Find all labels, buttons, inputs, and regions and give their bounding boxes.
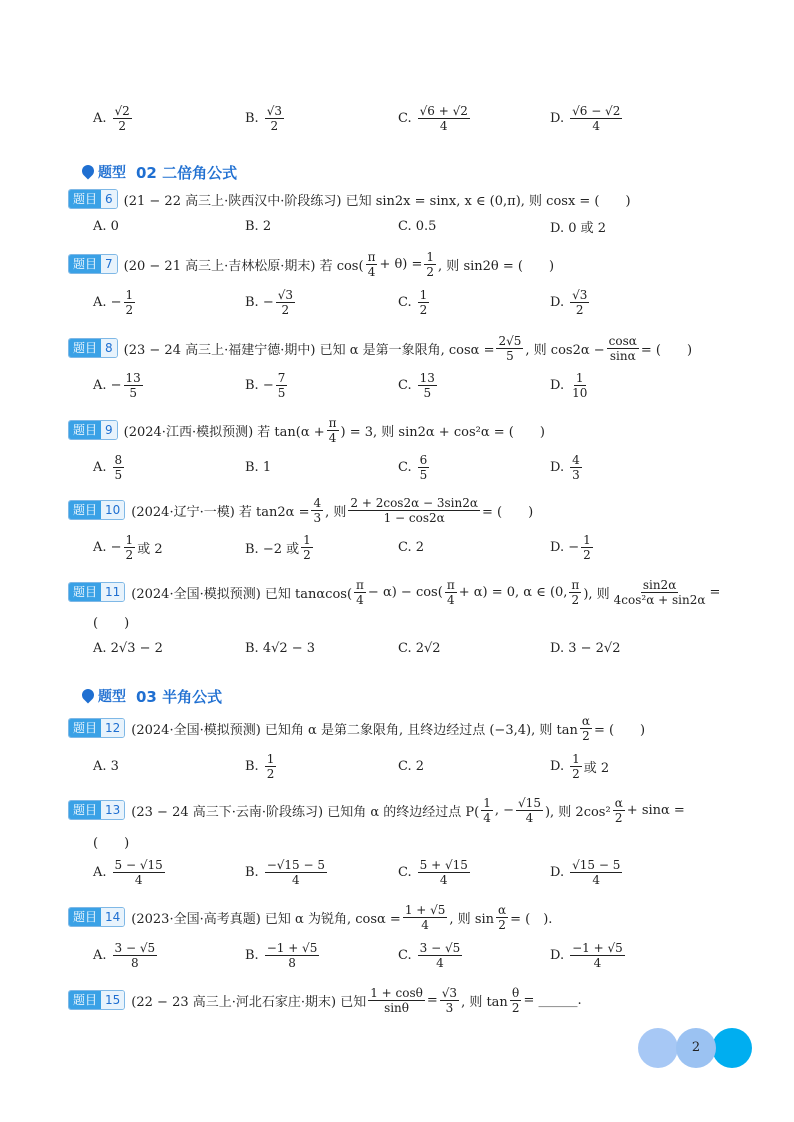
question-badge: 题目 14 (68, 907, 125, 927)
question-14: 题目 14 (2023·全国·高考真题) 已知 α 为锐角, cosα = $\frac{1 + √5}{4}$ , 则 sin $\frac{\alpha}{2}$ = ( ). (68, 905, 552, 929)
option-c: C. $\frac{3 - √5}{4}$ (398, 940, 461, 970)
answer-options-row (93, 628, 713, 668)
page-circle-decoration (712, 1028, 752, 1068)
option-c: C. $\frac{6}{5}$ (398, 452, 428, 482)
answer-options-row (93, 98, 713, 138)
location-pin-icon (82, 165, 94, 179)
option-c: C. $\frac{13}{5}$ (398, 370, 435, 400)
question-10: 题目 10 (2024·辽宁·一模) 若 tan2α = $\frac{4}{3}$ , 则 $\frac{2 + 2\cos 2\alpha - 3\sin 2\alpha}{1 - \cos 2\alpha}$ = ( ) (68, 498, 533, 522)
question-badge: 题目 7 (68, 254, 118, 274)
option-a: A. $\frac{5 - √15}{4}$ (93, 857, 163, 887)
answer-options-row (93, 852, 713, 892)
option-d: D. − $\frac{1}{2}$ (550, 532, 591, 562)
option-a: A. $\frac{8}{5}$ (93, 452, 123, 482)
question-badge: 题目 11 (68, 582, 125, 602)
option-a: A. 3 (93, 758, 119, 774)
page-number: 2 (691, 1040, 701, 1055)
option-b: B. 2 (245, 218, 272, 234)
option-b: B. −2 或 $\frac{1}{2}$ (245, 532, 311, 562)
question-15: 题目 15 (22 − 23 高三上·河北石家庄·期末) 已知 $\frac{1 + \cos\theta}{\sin\theta}$ = $\frac{√3}{3}$ , 则 tan $\frac{\theta}{2}$ = ______. (68, 988, 582, 1012)
option-d: D. $\frac{√15 - 5}{4}$ (550, 857, 621, 887)
option-a: A. − $\frac{1}{2}$ 或 2 (93, 532, 163, 562)
page-circle-decoration (638, 1028, 678, 1068)
question-badge: 题目 12 (68, 718, 125, 738)
question-badge: 题目 6 (68, 189, 118, 209)
question-badge: 题目 9 (68, 420, 118, 440)
question-badge: 题目 10 (68, 500, 125, 520)
section-header-03: 题型 03 半角公式 (82, 685, 222, 707)
option-a: A. − $\frac{1}{2}$ (93, 287, 134, 317)
question-9: 题目 9 (2024·江西·模拟预测) 若 tan(α + $\frac{\pi}{4}$ ) = 3, 则 sin2α + cos²α = ( ) (68, 418, 545, 442)
option-b: B. 1 (245, 459, 272, 475)
section-header-02: 题型 02 二倍角公式 (82, 161, 237, 183)
option-b: B. − $\frac{√3}{2}$ (245, 287, 293, 317)
question-7: 题目 7 (20 − 21 高三上·吉林松原·期末) 若 cos( $\frac{\pi}{4}$ + θ) = $\frac{1}{2}$ , 则 sin2θ = ( ) (68, 252, 554, 276)
question-continuation: ( ) (93, 616, 130, 631)
option-d: D. $\frac{1}{10}$ (550, 370, 588, 400)
question-badge: 题目 15 (68, 990, 125, 1010)
option-b: B. 4√2 − 3 (245, 640, 316, 656)
option-b: B. $\frac{-√15 - 5}{4}$ (245, 857, 325, 887)
option-b: B. − $\frac{7}{5}$ (245, 370, 286, 400)
answer-options-row (93, 365, 713, 405)
question-8: 题目 8 (23 − 24 高三上·福建宁德·期中) 已知 α 是第一象限角, cosα = $\frac{2√5}{5}$ , 则 cos2α − $\frac{\cos\alpha}{\sin\alpha}$ = ( ) (68, 336, 692, 360)
option-c: C. 2√2 (398, 640, 441, 656)
location-pin-icon (82, 689, 94, 703)
option-c: C. $\frac{1}{2}$ (398, 287, 428, 317)
option-d: D. $\frac{√6 - √2}{4}$ (550, 103, 621, 133)
option-a: A. $\frac{3 - √5}{8}$ (93, 940, 156, 970)
answer-options-row (93, 206, 713, 246)
option-c: C. $\frac{5 + √15}{4}$ (398, 857, 468, 887)
option-a: A. − $\frac{13}{5}$ (93, 370, 141, 400)
question-badge: 题目 8 (68, 338, 118, 358)
option-d: D. 0 或 2 (550, 220, 607, 236)
question-12: 题目 12 (2024·全国·模拟预测) 已知角 α 是第二象限角, 且终边经过点 (−3,4), 则 tan $\frac{\alpha}{2}$ = ( ) (68, 716, 645, 740)
option-a: A. $\frac{√2}{2}$ (93, 103, 130, 133)
option-b: B. $\frac{-1 + √5}{8}$ (245, 940, 318, 970)
option-c: C. 2 (398, 539, 425, 555)
question-badge: 题目 13 (68, 800, 125, 820)
option-d: D. $\frac{1}{2}$ 或 2 (550, 751, 610, 781)
option-c: C. 2 (398, 758, 425, 774)
answer-options-row (93, 746, 713, 786)
question-13: 题目 13 (23 − 24 高三下·云南·阶段练习) 已知角 α 的终边经过点 P( $\frac{1}{4}$ , − $\frac{√15}{4}$ ), 则 2cos² $\frac{\alpha}{2}$ + sinα = (68, 798, 685, 822)
option-d: D. $\frac{√3}{2}$ (550, 287, 588, 317)
answer-options-row (93, 935, 713, 975)
option-a: A. 0 (93, 218, 119, 234)
question-11: 题目 11 (2024·全国·模拟预测) 已知 tanαcos( $\frac{\pi}{4}$ − α) − cos( $\frac{\pi}{4}$ + α) = 0, α ∈ (0, $\frac{\pi}{2}$ ), 则 $\frac{\sin 2\alpha}{\text{4cos²α + sin2α}}$ = (68, 580, 720, 604)
answer-options-row (93, 447, 713, 487)
option-d: D. $\frac{-1 + √5}{4}$ (550, 940, 623, 970)
option-d: D. 3 − 2√2 (550, 640, 621, 656)
option-a: A. 2√3 − 2 (93, 640, 163, 656)
answer-options-row (93, 527, 713, 567)
option-b: B. $\frac{√3}{2}$ (245, 103, 282, 133)
option-d: D. $\frac{4}{3}$ (550, 452, 580, 482)
question-6: 题目 6 (21 − 22 高三上·陕西汉中·阶段练习) 已知 sin2x = sinx, x ∈ (0,π), 则 cosx = ( ) (68, 187, 631, 211)
option-c: C. 0.5 (398, 218, 437, 234)
option-b: B. $\frac{1}{2}$ (245, 751, 275, 781)
option-c: C. $\frac{√6 + √2}{4}$ (398, 103, 468, 133)
answer-options-row (93, 282, 713, 322)
question-continuation: ( ) (93, 836, 130, 851)
